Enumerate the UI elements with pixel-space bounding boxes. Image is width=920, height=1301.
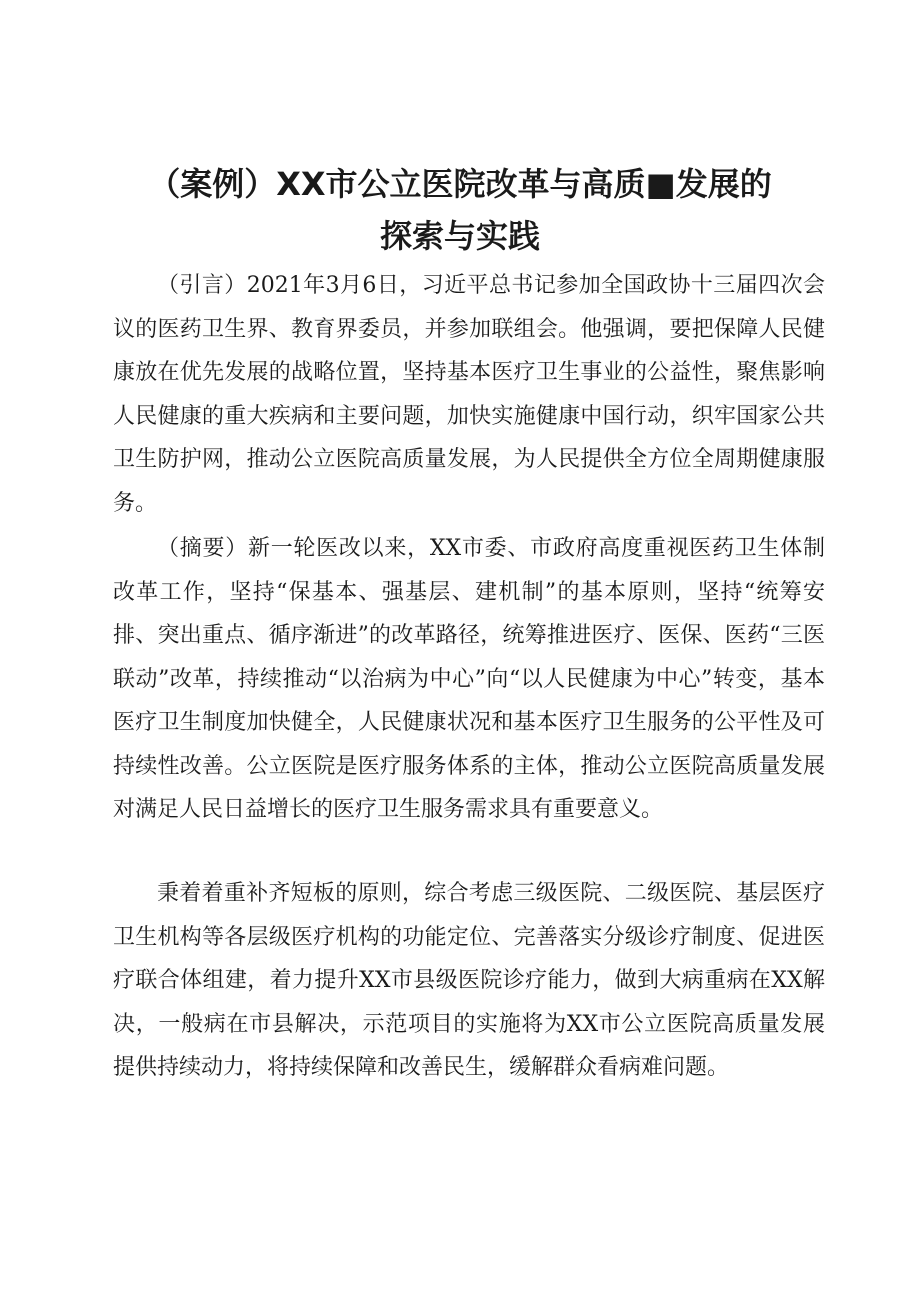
document-title-line-2: 探索与实践 (379, 217, 540, 255)
document-title-line-1: （案例）XX市公立医院改革与高质■发展的 (148, 165, 772, 203)
paragraph-principles: 秉着着重补齐短板的原则，综合考虑三级医院、二级医院、基层医疗卫生机构等各层级医疗机构的功能定位、完善落实分级诊疗制度、促进医疗联合体组建，着力提升XX市县级医院诊疗能力，做到大病重病在XX解决，一般病在市县解决，示范项目的实施将为XX市公立医院高质量发展提供持续动力，将持续保障和改善民生，缓解群众看病难问题。 (113, 881, 825, 1080)
paragraph-abstract: （摘要）新一轮医改以来，XX市委、市政府高度重视医药卫生体制改革工作，坚持“保基本、强基层、建机制”的基本原则，坚持“统筹安排、突出重点、循序渐进”的改革路径，统筹推进医疗、医保、医药“三医联动”改革，持续推动“以治病为中心”向“以人民健康为中心”转变，基本医疗卫生制度加快健全，人民健康状况和基本医疗卫生服务的公平性及可持续性改善。公立医院是医疗服务体系的主体，推动公立医院高质量发展对满足人民日益增长的医疗卫生服务需求具有重要意义。 (113, 536, 825, 822)
paragraph-introduction: （引言）2021年3月6日，习近平总书记参加全国政协十三届四次会议的医药卫生界、教育界委员，并参加联组会。他强调，要把保障人民健康放在优先发展的战略位置，坚持基本医疗卫生事业的公益性，聚焦影响人民健康的重大疾病和主要问题，加快实施健康中国行动，织牢国家公共卫生防护网，推动公立医院高质量发展，为人民提供全方位全周期健康服务。 (113, 273, 825, 516)
